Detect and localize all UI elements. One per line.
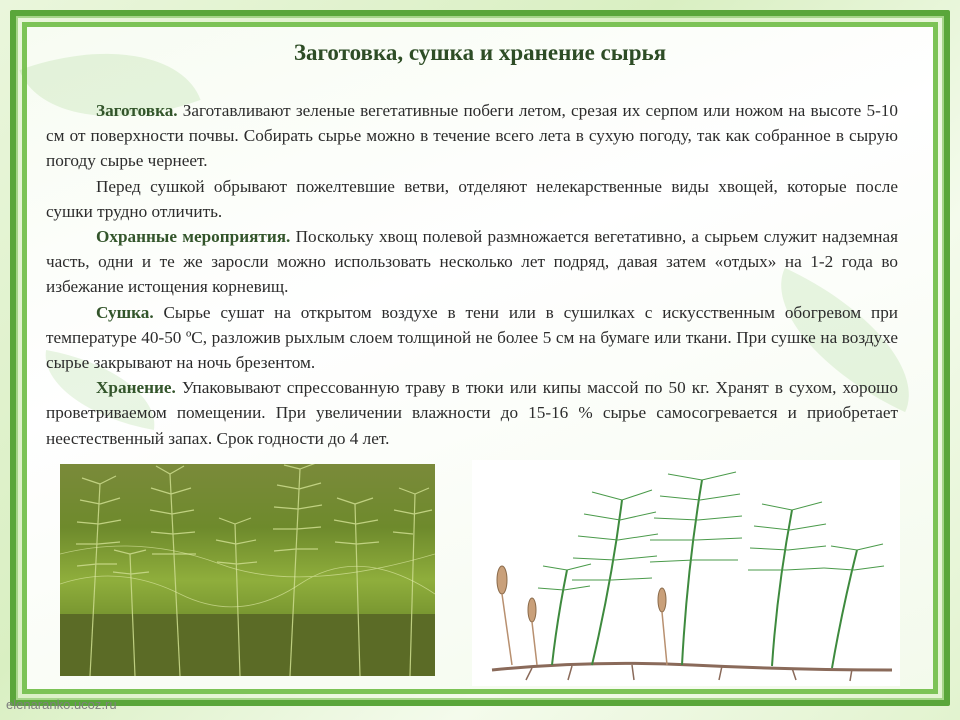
- paragraph-text: Перед сушкой обрывают пожелтевшие ветви, отделяют нелекарственные виды хвощей, которые после сушки трудно отличить.: [46, 176, 898, 221]
- paragraph-harvest: [46, 98, 898, 174]
- paragraph-label: Сушка.: [96, 302, 154, 322]
- paragraph-label: Заготовка.: [96, 101, 178, 120]
- paragraph-text: Поскольку хвощ полевой размножается вегетативно, а сырьем служит надземная часть, одни и те же заросли можно использовать несколько лет подряд, давая затем «отдых» на 1-2 года во избежание истощения корневищ.: [46, 227, 898, 297]
- paragraph-storage: [46, 375, 898, 451]
- paragraph-label: Охранные мероприятия.: [96, 227, 291, 247]
- horsetail-photo: [60, 464, 435, 676]
- paragraph-text: Упаковывают спрессованную траву в тюки или кипы массой по 50 кг. Хранят в сухом, хорошо проветриваемом помещении. При увеличении влажности до 15-16 % сырье самосогревается и приобретает неестественный запах. Срок годности до 4 лет.: [46, 378, 898, 448]
- paragraph-text: Сырье сушат на открытом воздухе в тени или в сушилках с искусственным обогревом при температуре 40-50 ºС, разложив рыхлым слоем толщиной не более 5 см на бумаге или ткани. При сушке на воздухе сырье закрывают на ночь брезентом.: [46, 302, 898, 373]
- body-text: [46, 98, 898, 451]
- paragraph-protection: [46, 224, 898, 300]
- paragraph-text: Заготавливают зеленые вегетативные побеги летом, срезая их серпом или ножом на высоте 5-10 см от поверхности почвы. Собирать сырье можно в течение всего лета в сухую погоду, так как собранное в сырую погоду сырье чернеет.: [46, 101, 898, 171]
- paragraph-label: Хранение.: [96, 378, 176, 398]
- paragraph-drying: [46, 300, 898, 376]
- slide-title: Заготовка, сушка и хранение сырья: [293, 40, 667, 65]
- source-watermark: elenaranko.ucoz.ru: [6, 697, 117, 712]
- horsetail-illustration: [472, 460, 900, 686]
- paragraph-pre-drying: [46, 174, 898, 224]
